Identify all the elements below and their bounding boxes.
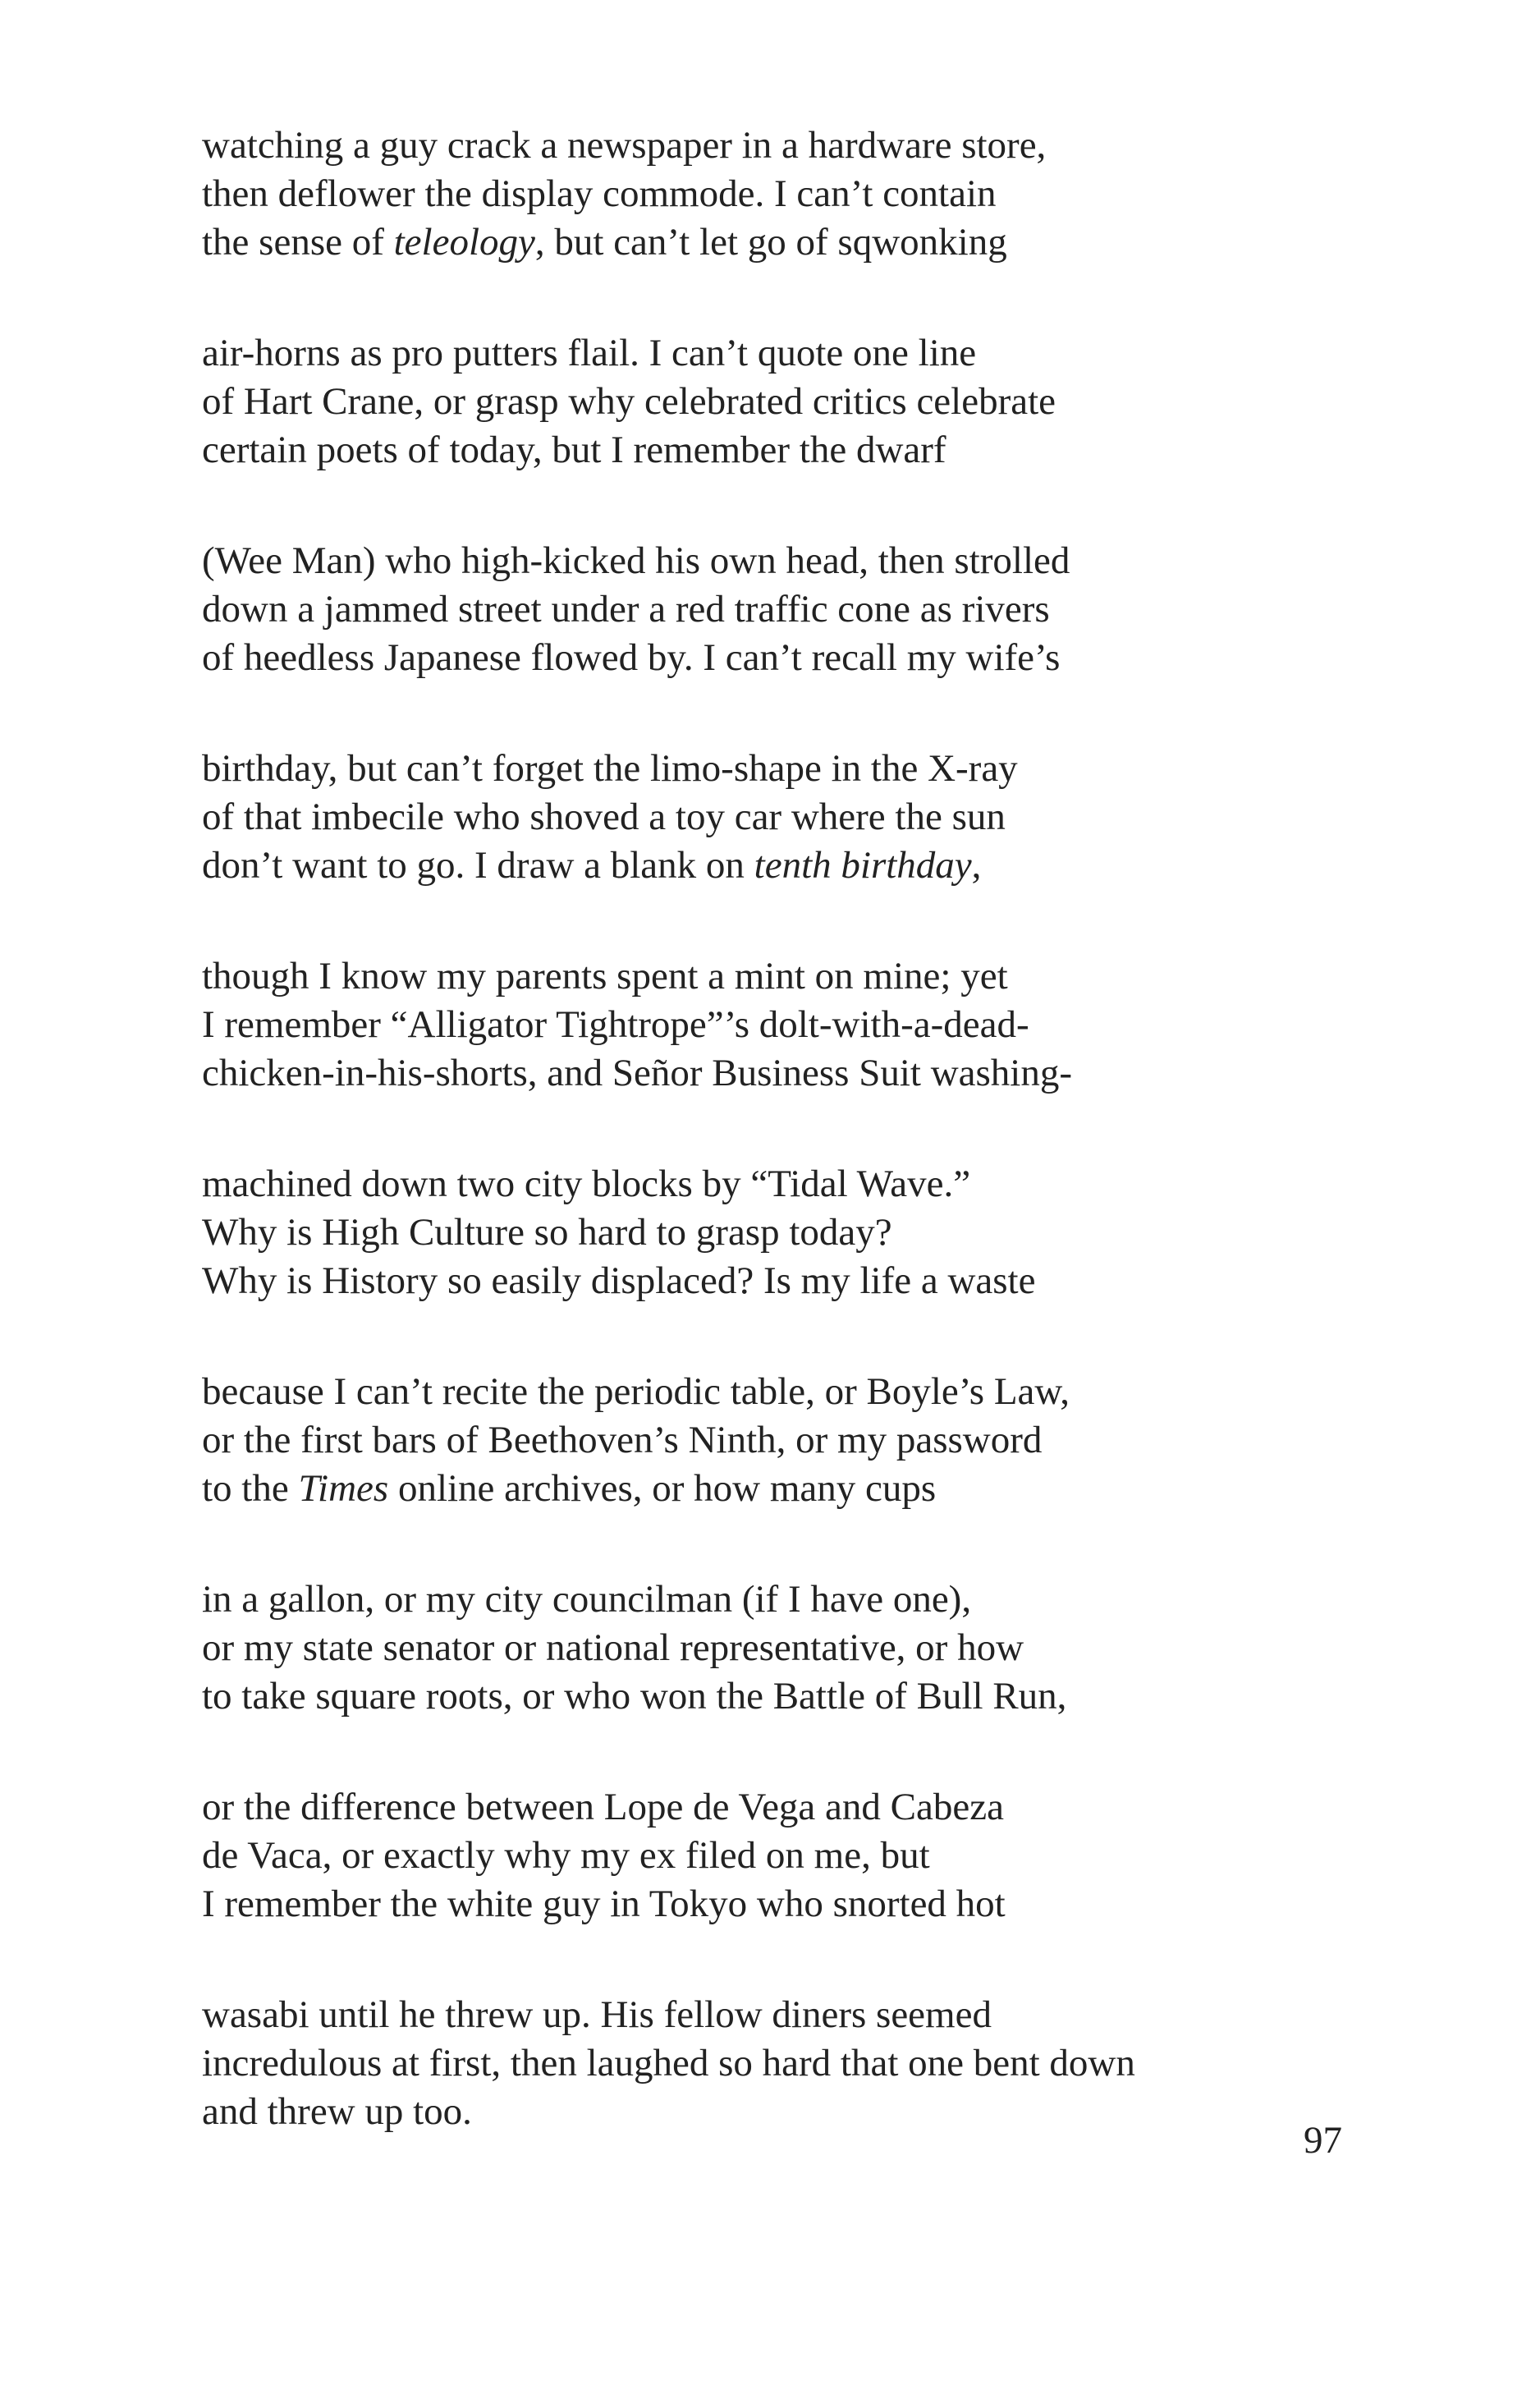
line-text: , [971,844,982,887]
italic-text: teleology [393,221,535,264]
line-text: though I know my parents spent a mint on mine; yet [202,955,1008,998]
poem-line [202,1832,1269,1880]
line-text: machined down two city blocks by “Tidal Wave.” [202,1163,971,1205]
poem-line [202,634,1269,682]
line-text: de Vaca, or exactly why my ex filed on me, but [202,1834,930,1877]
italic-text: tenth birthday [754,844,972,887]
line-text: or my state senator or national representative, or how [202,1626,1024,1669]
poem-line [202,1001,1269,1049]
poem-line [202,1575,1269,1624]
line-text: down a jammed street under a red traffic cone as rivers [202,588,1050,631]
stanza [202,329,1269,475]
stanza [202,745,1269,890]
poem-line [202,745,1269,793]
poem-line [202,1208,1269,1257]
line-text: online archives, or how many cups [388,1467,937,1510]
line-text: then deflower the display commode. I can’t contain [202,172,997,215]
line-text: because I can’t recite the periodic table, or Boyle’s Law, [202,1370,1070,1413]
poem-line [202,585,1269,634]
line-text: to take square roots, or who won the Battle of Bull Run, [202,1675,1067,1718]
poem-line [202,1049,1269,1098]
poem-line [202,842,1269,890]
poem-line [202,122,1269,170]
poem-line [202,1624,1269,1672]
line-text: Why is History so easily displaced? Is my life a waste [202,1259,1036,1302]
line-text: chicken-in-his-shorts, and Señor Business Suit washing- [202,1052,1073,1094]
poem-line [202,2088,1269,2136]
stanza [202,1991,1269,2136]
line-text: of that imbecile who shoved a toy car where the sun [202,796,1006,838]
poem-line [202,1880,1269,1928]
poem-line [202,218,1269,267]
line-text: or the difference between Lope de Vega and Cabeza [202,1786,1004,1828]
poem-line [202,952,1269,1001]
line-text: in a gallon, or my city councilman (if I have one), [202,1578,972,1621]
poem-line [202,1368,1269,1416]
stanza [202,1783,1269,1928]
line-text: , but can’t let go of sqwonking [534,221,1007,264]
line-text: of heedless Japanese flowed by. I can’t recall my wife’s [202,636,1061,679]
line-text: and threw up too. [202,2090,472,2133]
line-text: wasabi until he threw up. His fellow diners seemed [202,1993,992,2036]
line-text: Why is High Culture so hard to grasp today? [202,1211,892,1254]
poem-line [202,2039,1269,2088]
line-text: don’t want to go. I draw a blank on [202,844,754,887]
page-number: 97 [1304,2119,1342,2162]
line-text: air-horns as pro putters flail. I can’t quote one line [202,332,977,374]
poem-line [202,170,1269,218]
line-text: I remember the white guy in Tokyo who snorted hot [202,1883,1006,1925]
italic-text: Times [298,1467,389,1510]
line-text: of Hart Crane, or grasp why celebrated critics celebrate [202,380,1056,423]
line-text: certain poets of today, but I remember the dwarf [202,429,946,471]
poem-line [202,426,1269,475]
poem-line [202,793,1269,842]
poem-line [202,378,1269,426]
stanza [202,952,1269,1098]
stanza [202,1160,1269,1305]
poem-line [202,1991,1269,2039]
poem-line [202,537,1269,585]
stanza [202,537,1269,682]
poem-line [202,1672,1269,1721]
poem-line [202,1783,1269,1832]
poem-line [202,1160,1269,1208]
line-text: (Wee Man) who high-kicked his own head, then strolled [202,539,1070,582]
stanza [202,122,1269,267]
line-text: the sense of [202,221,394,264]
poem-body [202,122,1269,2199]
stanza [202,1368,1269,1513]
poem-line [202,1465,1269,1513]
line-text: I remember “Alligator Tightrope”’s dolt-with-a-dead- [202,1003,1029,1046]
poem-line [202,1416,1269,1465]
line-text: to the [202,1467,299,1510]
line-text: incredulous at first, then laughed so hard that one bent down [202,2042,1135,2084]
poem-line [202,1257,1269,1305]
line-text: or the first bars of Beethoven’s Ninth, or my password [202,1419,1043,1461]
line-text: watching a guy crack a newspaper in a hardware store, [202,124,1047,167]
stanza [202,1575,1269,1721]
line-text: birthday, but can’t forget the limo-shape in the X-ray [202,747,1018,790]
poem-line [202,329,1269,378]
